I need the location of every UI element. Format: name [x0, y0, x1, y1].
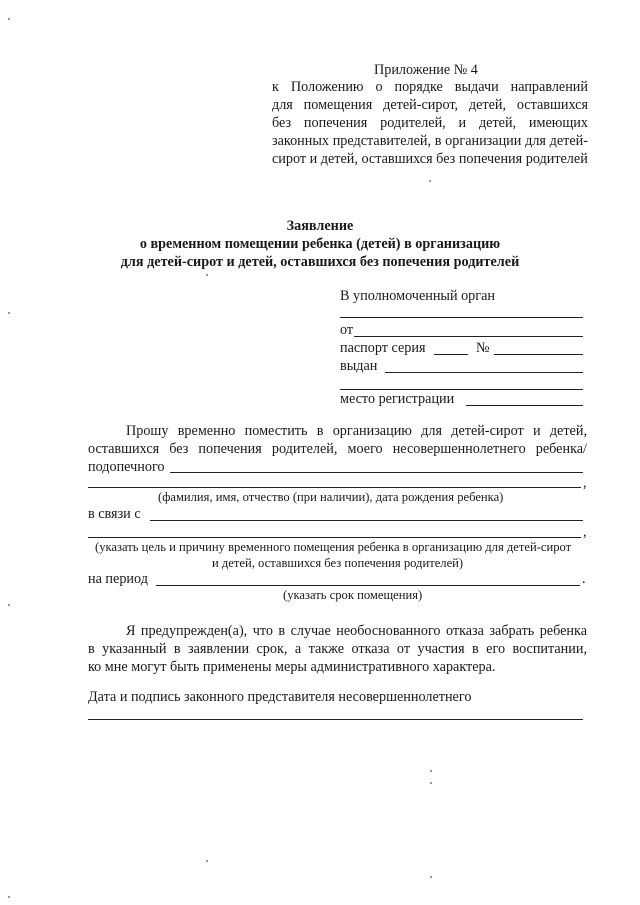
passport-series-field[interactable]: [434, 354, 468, 355]
hint-reason-2: и детей, оставшихся без попечения родителей): [212, 556, 464, 570]
child-field-line[interactable]: [88, 487, 581, 488]
document-subtitle-2: для детей-сирот и детей, оставшихся без попечения родителей: [120, 254, 520, 270]
from-label: от: [340, 322, 354, 338]
scan-speck: [206, 274, 208, 276]
signature-label: Дата и подпись законного представителя несовершеннолетнего: [88, 689, 472, 705]
reason-field-line[interactable]: [150, 520, 583, 521]
document-title: Заявление: [286, 218, 354, 234]
addressee-field-line[interactable]: [340, 317, 583, 318]
ward-label: подопечного: [88, 459, 165, 475]
comma-2: ,: [583, 524, 587, 540]
scan-speck: [8, 896, 10, 898]
warning-line-1: Я предупрежден(а), что в случае необоснованного отказа забрать ребенка: [126, 623, 587, 639]
period-label: на период: [88, 571, 148, 587]
hint-period: (указать срок помещения): [283, 588, 423, 602]
hint-reason-1: (указать цель и причину временного помещения ребенка в организацию для детей-сирот: [95, 540, 572, 554]
scan-speck: [430, 770, 432, 772]
period-field-line[interactable]: [156, 585, 580, 586]
addressee-label: В уполномоченный орган: [340, 288, 495, 304]
scan-speck: [8, 604, 10, 606]
from-field-line[interactable]: [354, 336, 583, 337]
appendix-line-5: сирот и детей, оставшихся без попечения родителей: [272, 151, 588, 167]
signature-field-line[interactable]: [88, 719, 583, 720]
scan-speck: [429, 180, 431, 182]
hint-child: (фамилия, имя, отчество (при наличии), дата рождения ребенка): [158, 490, 504, 504]
request-line-2: оставшихся без попечения родителей, моего несовершеннолетнего ребенка/: [88, 441, 587, 457]
appendix-line-1: к Положению о порядке выдачи направлений: [272, 79, 588, 95]
scan-speck: [430, 876, 432, 878]
scan-speck: [206, 860, 208, 862]
registration-label: место регистрации: [340, 391, 455, 407]
passport-number-label: №: [476, 340, 490, 356]
appendix-line-3: без попечения родителей, и детей, имеющих: [272, 115, 588, 131]
passport-number-field[interactable]: [494, 354, 583, 355]
ward-field-line[interactable]: [170, 472, 583, 473]
warning-line-3: ко мне могут быть применены меры административного характера.: [88, 659, 496, 675]
document-subtitle-1: о временном помещении ребенка (детей) в организацию: [139, 236, 501, 252]
scan-speck: [8, 312, 10, 314]
scan-speck: [8, 18, 10, 20]
appendix-number: Приложение № 4: [374, 62, 478, 78]
request-line-1: Прошу временно поместить в организацию для детей-сирот и детей,: [126, 423, 587, 439]
appendix-line-4: законных представителей, в организации для детей-: [272, 133, 588, 149]
comma-1: ,: [583, 475, 587, 491]
reason-label: в связи с: [88, 506, 141, 522]
issued-label: выдан: [340, 358, 378, 374]
period-end-dot: .: [582, 571, 586, 587]
issued-field-line[interactable]: [385, 372, 583, 373]
reason-extra-line[interactable]: [88, 537, 581, 538]
scan-speck: [430, 782, 432, 784]
passport-series-label: паспорт серия: [340, 340, 426, 356]
warning-line-2: в указанный в заявлении срок, а также отказа от участия в его воспитании,: [88, 641, 587, 657]
appendix-line-2: для помещения детей-сирот, детей, оставшихся: [272, 97, 588, 113]
registration-field-line[interactable]: [466, 405, 583, 406]
